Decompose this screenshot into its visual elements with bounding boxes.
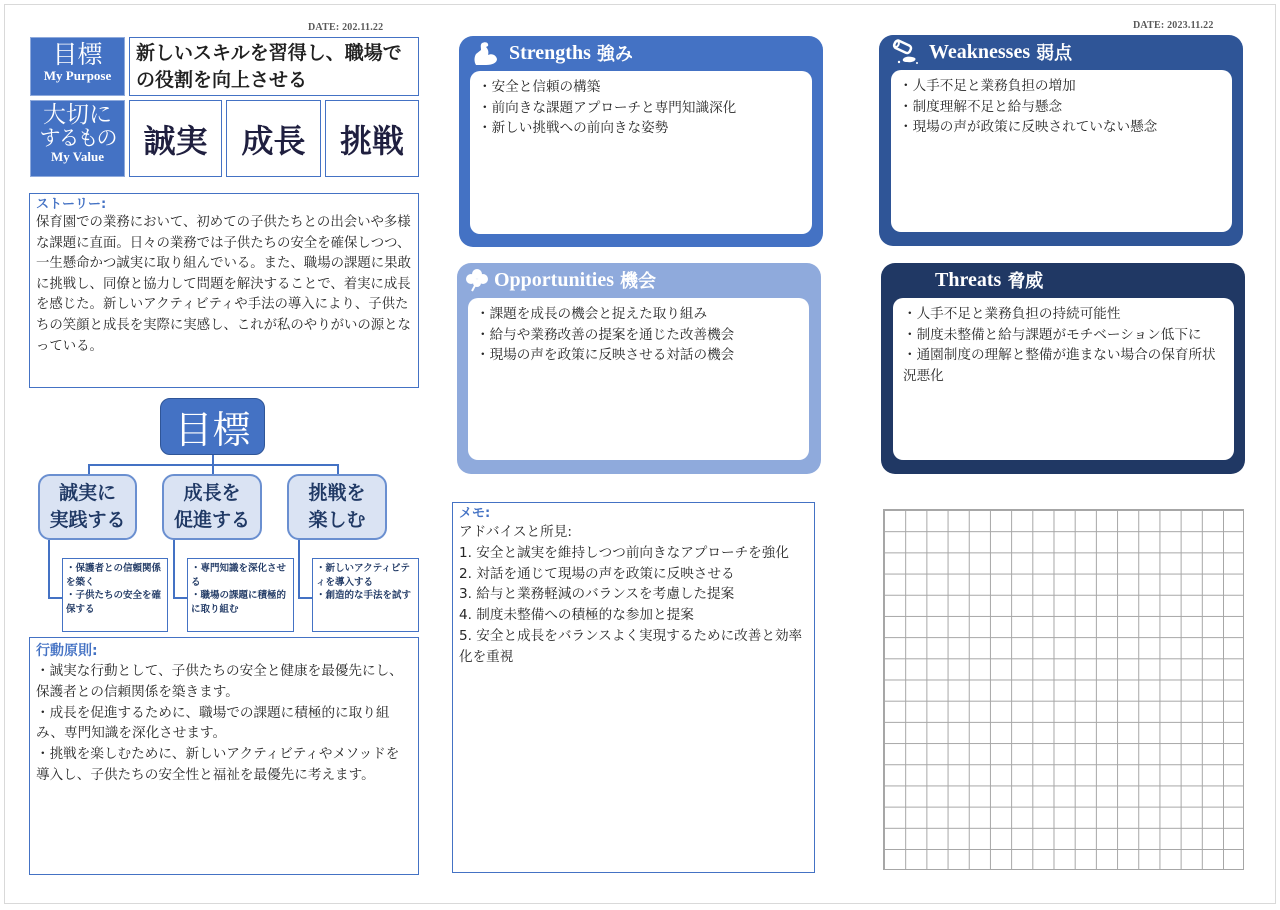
memo-item: 3. 給与と業務軽減のバランスを考慮した提案 bbox=[459, 586, 735, 603]
strengths-title-jp: 強み bbox=[596, 44, 633, 65]
org-connector bbox=[298, 540, 300, 598]
purpose-text[interactable]: 新しいスキルを習得し、職場での役割を向上させる bbox=[129, 37, 419, 96]
org-branch-challenge[interactable] bbox=[287, 474, 387, 540]
memo-item: 2. 対話を通じて現場の声を政策に反映させる bbox=[459, 565, 735, 582]
memo-box[interactable] bbox=[452, 502, 815, 873]
org-detail-item: ・職場の課題に積極的に取り組む bbox=[191, 590, 287, 615]
weaknesses-title-en: Weaknesses bbox=[929, 40, 1031, 63]
weaknesses-title-jp: 弱点 bbox=[1036, 43, 1073, 64]
clover-icon bbox=[465, 267, 489, 293]
org-detail-challenge[interactable] bbox=[312, 558, 419, 632]
org-branch-line1: 成長を bbox=[183, 482, 241, 504]
opportunities-title-jp: 機会 bbox=[620, 271, 657, 292]
strengths-card bbox=[459, 36, 823, 247]
weaknesses-list[interactable] bbox=[891, 70, 1232, 232]
org-connector bbox=[173, 597, 187, 599]
strengths-title bbox=[471, 39, 633, 67]
principles-item: ・成長を促進するために、職場での課題に積極的に取り組み、専門知識を深化させます。 bbox=[36, 704, 390, 742]
values-label-line1: 大切に bbox=[43, 102, 112, 128]
opportunities-item: ・給与や業務改善の提案を通じた改善機会 bbox=[476, 326, 735, 343]
value-growth[interactable]: 成長 bbox=[226, 100, 321, 177]
org-detail-item: ・新しいアクティビティを導入する bbox=[316, 563, 410, 588]
org-connector bbox=[48, 540, 50, 598]
threats-item: ・人手不足と業務負担の持続可能性 bbox=[903, 306, 1121, 322]
grid-notes-area[interactable] bbox=[883, 509, 1244, 870]
threats-item: ・制度未整備と給与課題がモチベーション低下に bbox=[903, 326, 1202, 343]
principles-item: ・誠実な行動として、子供たちの安全と健康を最優先にし、保護者との信頼関係を築きます。 bbox=[36, 663, 403, 700]
story-heading: ストーリー: bbox=[36, 197, 107, 212]
threats-title-jp: 脅威 bbox=[1007, 271, 1044, 292]
strengths-list[interactable] bbox=[470, 71, 812, 234]
threats-item: ・通園制度の理解と整備が進まない場合の保育所状況悪化 bbox=[903, 347, 1216, 384]
strengths-item: ・安全と信頼の構築 bbox=[478, 79, 601, 95]
memo-item: 5. 安全と成長をバランスよく実現するために改善と効率化を重視 bbox=[459, 627, 803, 665]
purpose-label-text: 目標 bbox=[52, 40, 103, 69]
story-body: 保育園での業務において、初めての子供たちとの出会いや多様な課題に直面。日々の業務では子供たちの安全を確保しつつ、一生懸命かつ誠実に取り組んでいる。また、職場の課題に果敢に挑戦し、同僚と協力して問題を解決することで、着実に成長を感じた。新しいアクティビティや手法の導入により、子供たちの笑顔と成長を実際に実感し、これが私のやりがいの源となっている。 bbox=[36, 215, 411, 354]
weaknesses-title bbox=[891, 38, 1072, 66]
spilled-bottle-icon bbox=[891, 39, 921, 65]
org-detail-growth[interactable] bbox=[187, 558, 294, 632]
principles-heading: 行動原則: bbox=[36, 643, 98, 659]
org-detail-item: ・専門知識を深化させる bbox=[191, 563, 287, 588]
strengths-item: ・新しい挑戦への前向きな姿勢 bbox=[478, 120, 669, 136]
org-detail-item: ・保護者との信頼関係を築く bbox=[66, 563, 162, 588]
org-branch-line1: 挑戦を bbox=[308, 482, 366, 504]
flexed-arm-icon bbox=[471, 40, 501, 66]
left-date: DATE: 202.11.22 bbox=[308, 22, 384, 33]
story-box[interactable] bbox=[29, 193, 419, 388]
opportunities-title-en: Opportunities bbox=[494, 268, 615, 291]
opportunities-item: ・課題を成長の機会と捉えた取り組み bbox=[476, 306, 708, 322]
values-label bbox=[30, 100, 125, 177]
org-branch-line2: 実践する bbox=[49, 509, 126, 531]
org-detail-honesty[interactable] bbox=[62, 558, 168, 632]
right-date: DATE: 2023.11.22 bbox=[1133, 20, 1214, 31]
strengths-title-en: Strengths bbox=[509, 41, 591, 64]
memo-item: 4. 制度未整備への積極的な参加と提案 bbox=[459, 607, 694, 624]
weaknesses-item: ・制度理解不足と給与懸念 bbox=[899, 98, 1063, 115]
org-top-goal: 目標 bbox=[160, 398, 265, 455]
purpose-label bbox=[30, 37, 125, 96]
org-connector bbox=[88, 464, 339, 466]
org-branch-growth[interactable] bbox=[162, 474, 262, 540]
threats-card bbox=[881, 263, 1245, 474]
org-branch-line2: 促進する bbox=[173, 509, 250, 531]
org-connector bbox=[48, 597, 62, 599]
opportunities-item: ・現場の声を政策に反映させる対話の機会 bbox=[476, 347, 735, 363]
org-connector bbox=[88, 464, 90, 474]
memo-item: 1. 安全と誠実を維持しつつ前向きなアプローチを強化 bbox=[459, 544, 789, 561]
value-challenge[interactable]: 挑戦 bbox=[325, 100, 419, 177]
purpose-sublabel: My Purpose bbox=[43, 68, 112, 84]
values-label-line2: するもの bbox=[39, 126, 116, 151]
threats-title bbox=[935, 266, 1043, 294]
org-branch-honesty[interactable] bbox=[38, 474, 137, 540]
memo-heading: メモ: bbox=[459, 506, 491, 521]
memo-subheading: アドバイスと所見: bbox=[459, 524, 572, 540]
org-connector bbox=[173, 540, 175, 598]
org-connector bbox=[337, 464, 339, 474]
opportunities-list[interactable] bbox=[468, 298, 809, 460]
value-honesty[interactable]: 誠実 bbox=[129, 100, 222, 177]
strengths-item: ・前向きな課題アプローチと専門知識深化 bbox=[478, 99, 737, 116]
values-sublabel: My Value bbox=[50, 149, 105, 165]
threats-title-en: Threats bbox=[935, 268, 1002, 291]
org-detail-item: ・子供たちの安全を確保する bbox=[66, 590, 162, 615]
principles-box[interactable] bbox=[29, 637, 419, 875]
org-branch-line1: 誠実に bbox=[58, 482, 116, 504]
opportunities-title bbox=[465, 266, 656, 294]
weaknesses-item: ・現場の声が政策に反映されていない懸念 bbox=[899, 119, 1158, 135]
org-detail-item: ・創造的な手法を試す bbox=[316, 590, 412, 601]
org-branch-line2: 楽しむ bbox=[308, 509, 366, 531]
weaknesses-item: ・人手不足と業務負担の増加 bbox=[899, 78, 1076, 94]
threats-list[interactable] bbox=[893, 298, 1234, 460]
org-connector bbox=[298, 597, 312, 599]
principles-item: ・挑戦を楽しむために、新しいアクティビティやメソッドを導入し、子供たちの安全性と福祉を最優先に考えます。 bbox=[36, 746, 400, 783]
weaknesses-card bbox=[879, 35, 1243, 246]
opportunities-card bbox=[457, 263, 821, 474]
